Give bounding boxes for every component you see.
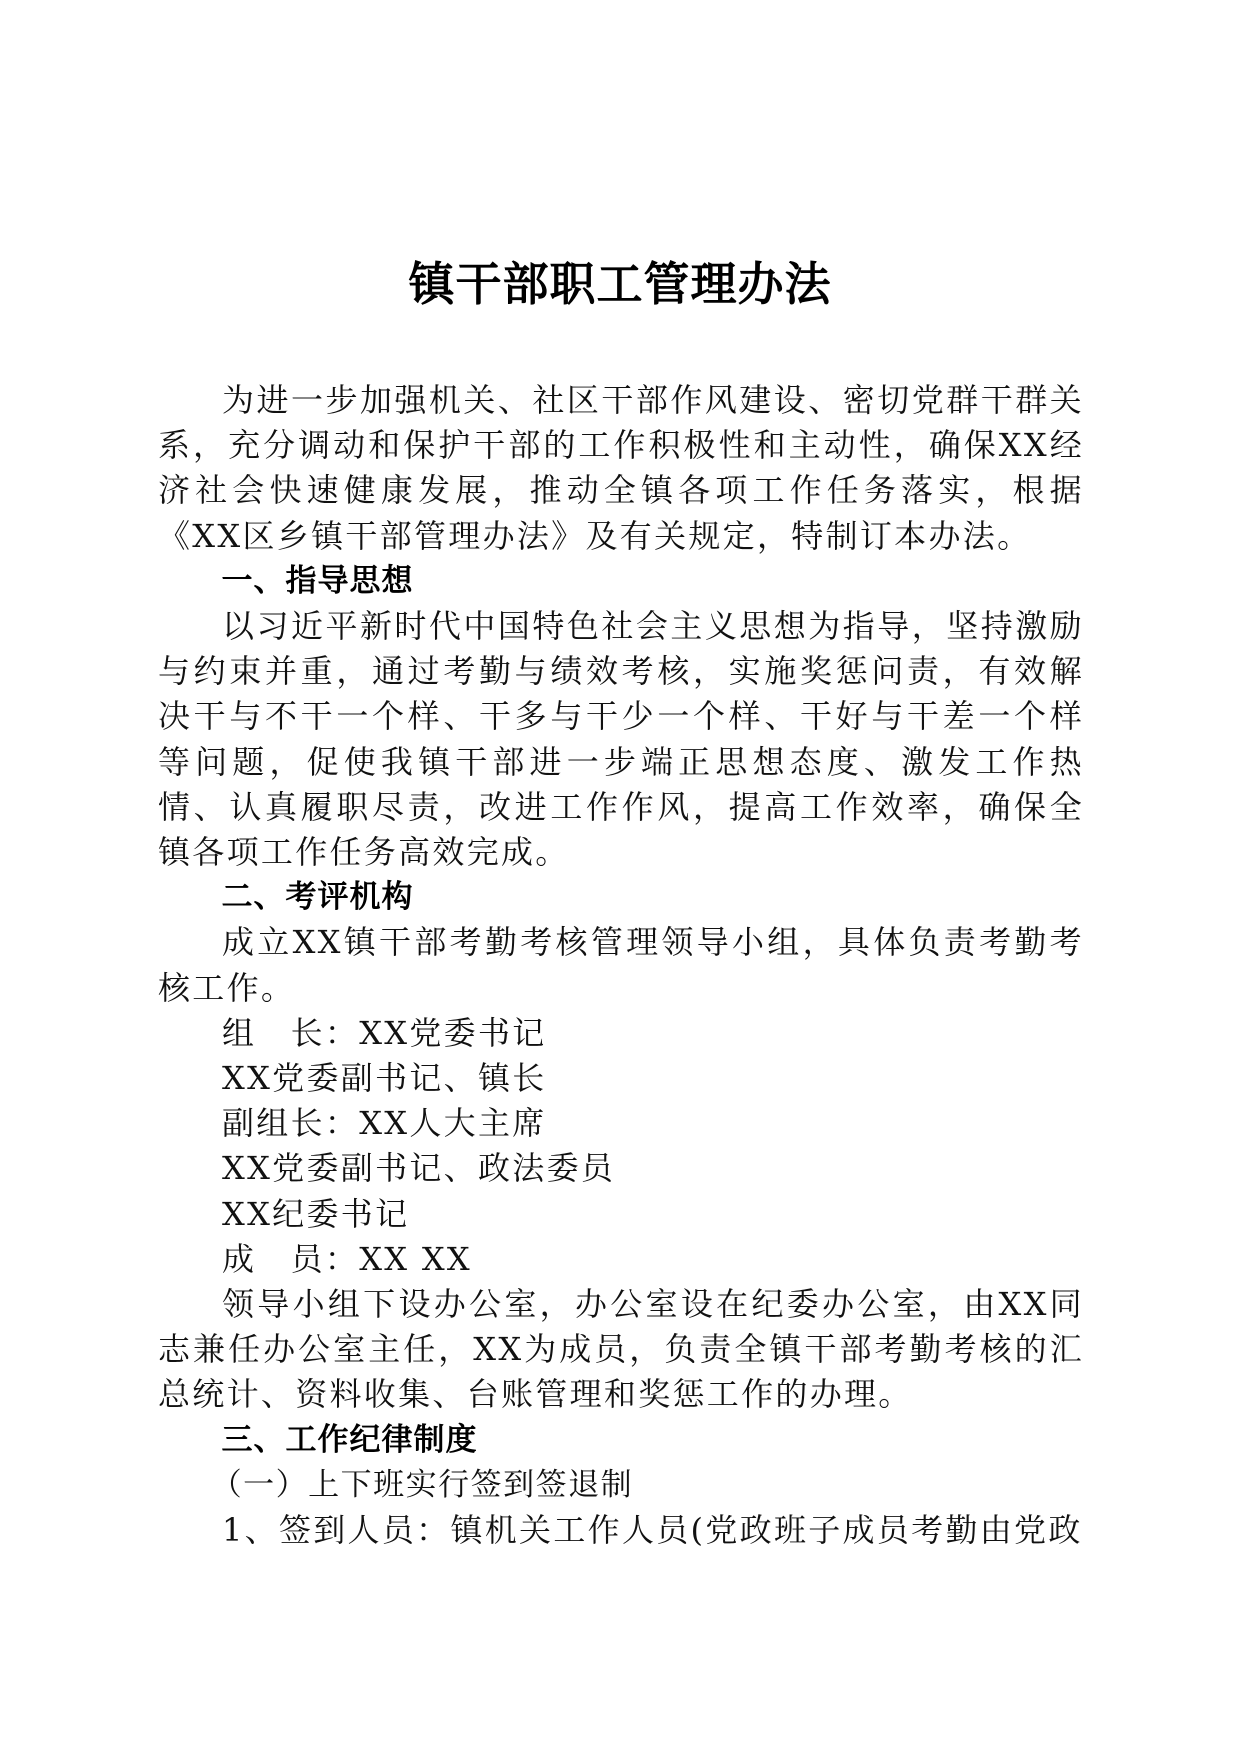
section-1-paragraph: 以习近平新时代中国特色社会主义思想为指导，坚持激励与约束并重，通过考勤与绩效考核，实施奖惩问责，有效解决干与不干一个样、干多与干少一个样、干好与干差一个样等问题，促使我镇干部进一步端正思想态度、激发工作热情、认真履职尽责，改进工作作风，提高工作效率，确保全镇各项工作任务高效完成。 [158, 607, 1084, 872]
member-line-leader: 组 长：XX党委书记 [222, 1013, 547, 1052]
member-line-deputy: 副组长：XX人大主席 [222, 1104, 547, 1143]
section-3-subheading: （一）上下班实行签到签退制 [210, 1466, 634, 1503]
office-paragraph: 领导小组下设办公室，办公室设在纪委办公室，由XX同志兼任办公室主任，XX为成员，负责全镇干部考勤考核的汇总统计、资料收集、台账管理和奖惩工作的办理。 [158, 1285, 1084, 1414]
document-body [158, 378, 1084, 1553]
section-2-heading: 二、考评机构 [221, 879, 414, 916]
document-title: 镇干部职工管理办法 [408, 257, 832, 311]
intro-paragraph: 为进一步加强机关、社区干部作风建设、密切党群干群关系，充分调动和保护干部的工作积极性和主动性，确保XX经济社会快速健康发展，推动全镇各项工作任务落实，根据《XX区乡镇干部管理办法》及有关规定，特制订本办法。 [158, 381, 1084, 555]
member-line-leader-2: XX党委副书记、镇长 [222, 1059, 547, 1098]
section-3-item-1: 1、签到人员：镇机关工作人员(党政班子成员考勤由党政 [222, 1511, 1083, 1550]
member-line-members: 成 员：XX XX [222, 1239, 472, 1278]
section-3-heading: 三、工作纪律制度 [221, 1421, 478, 1458]
member-line-deputy-3: XX纪委书记 [222, 1194, 410, 1233]
section-2-paragraph: 成立XX镇干部考勤考核管理领导小组，具体负责考勤考核工作。 [158, 923, 1084, 1007]
member-line-deputy-2: XX党委副书记、政法委员 [222, 1149, 616, 1188]
section-1-heading: 一、指导思想 [221, 562, 414, 599]
